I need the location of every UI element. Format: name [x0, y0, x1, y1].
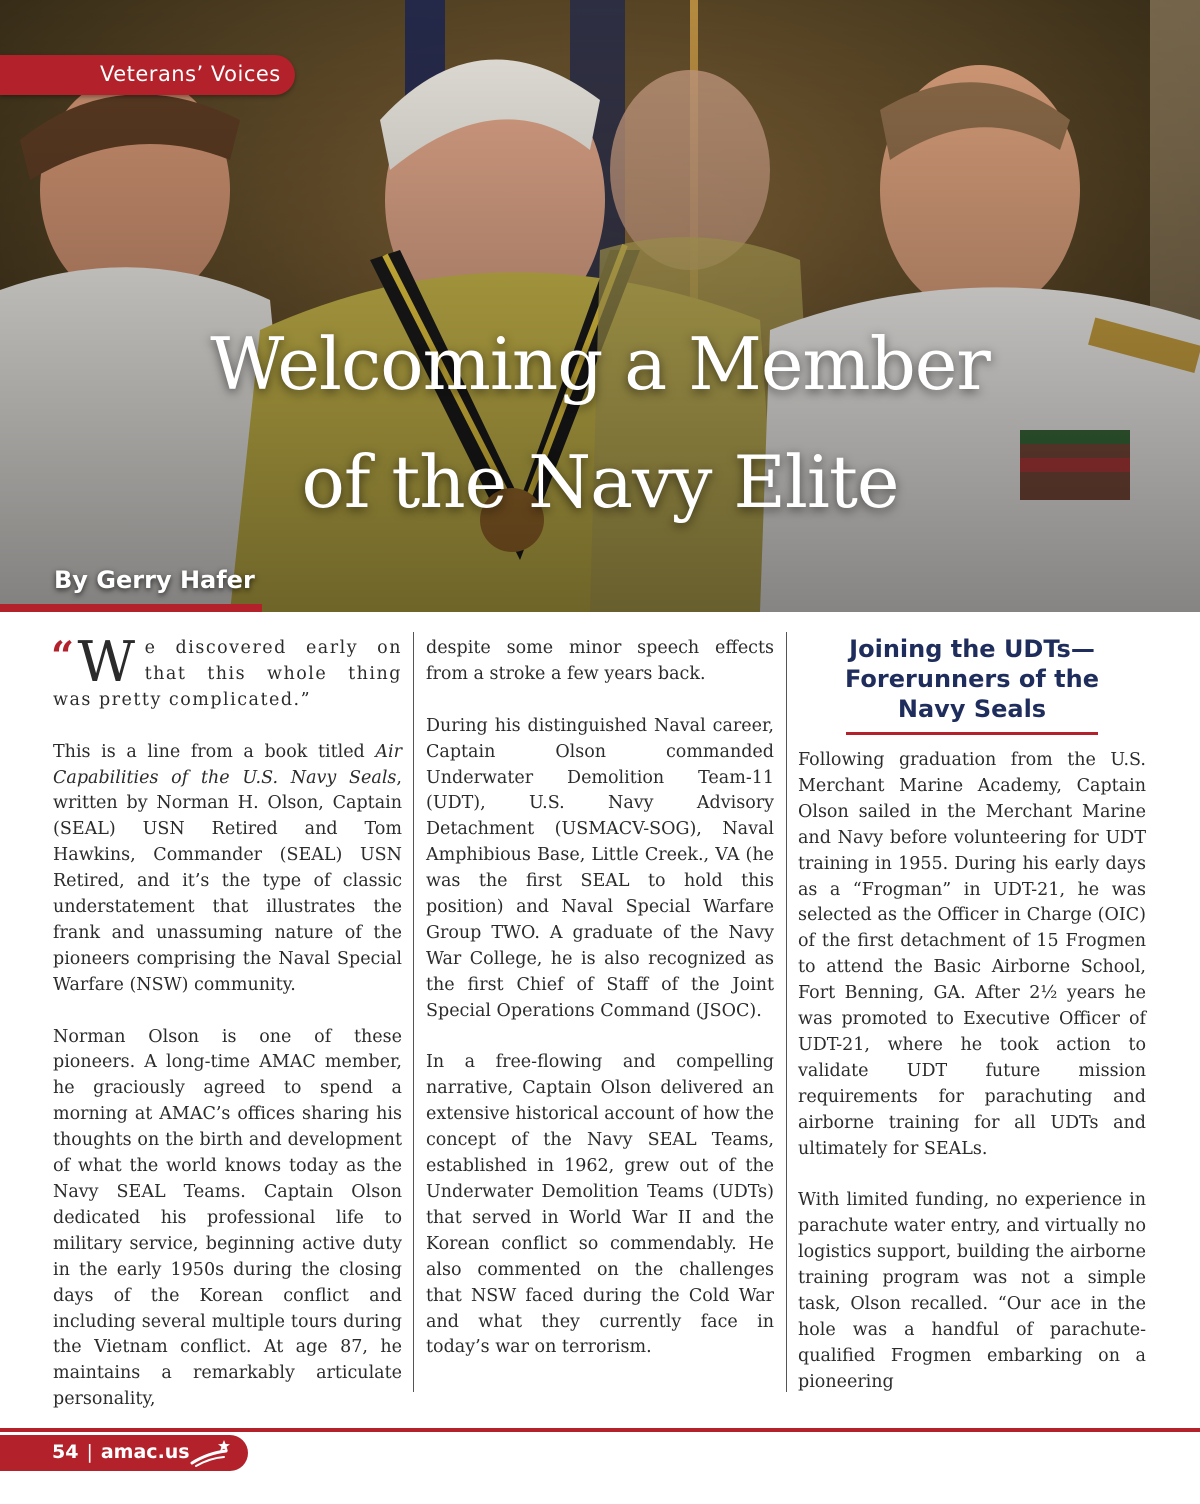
paragraph: This is a line from a book titled Air Capabilities of the U.S. Navy Seals, written by Norman H. Olson, Captain (SEAL) USN Retired and Tom Hawkins, Commander (SEAL) USN Retired, and it’s the type of classic understatement that illustrates the frank and unassuming nature of the pioneers comprising the Naval Special Warfare (NSW) community. [53, 741, 402, 995]
section-heading-underline [846, 732, 1098, 735]
amac-swoosh-star-icon [190, 1439, 232, 1467]
section-heading-line: Joining the UDTs— [849, 635, 1095, 663]
drop-cap: W [77, 630, 137, 695]
opening-paragraph [51, 630, 402, 714]
byline: By Gerry Hafer [54, 566, 255, 594]
footer-separator: | [86, 1441, 93, 1463]
section-heading-line: Navy Seals [897, 695, 1047, 723]
section-heading [798, 634, 1146, 724]
book-title: Air Capabilities of the U.S. Navy Seals [53, 741, 402, 788]
section-label: Veterans’ Voices [100, 62, 281, 86]
section-tab [0, 55, 295, 95]
paragraph: despite some minor speech effects from a stroke a few years back. [426, 638, 774, 684]
footer-tab [0, 1435, 248, 1471]
byline-underline [0, 604, 262, 612]
paragraph: Following graduation from the U.S. Merchant Marine Academy, Captain Olson sailed in the Merchant Marine and Navy before volunteering for UDT training in 1955. During his early days as a “Frogman” in UDT-21, he was selected as the Officer in Charge (OIC) of the first detachment of 15 Frogmen to attend the Basic Airborne School, Fort Benning, GA. After 2½ years he was promoted to Executive Officer of UDT-21, where he took action to validate UDT future mission requirements for parachuting and airborne training for all UDTs and ultimately for SEALs. [798, 750, 1146, 1159]
article-column-3 [798, 748, 1146, 1422]
drop-quote-mark: “ [51, 633, 76, 680]
column-divider [413, 632, 414, 1392]
paragraph: In a free-flowing and compelling narrative, Captain Olson delivered an extensive historical account of how the concept of the Navy SEAL Teams, established in 1962, grew out of the Underwater Demolition Teams (UDTs) that served in World War II and the Korean conflict so commendably. He also commented on the challenges that NSW faced during the Cold War and what they currently face in today’s war on terrorism. [426, 1052, 774, 1358]
column-divider [786, 632, 787, 1392]
paragraph: During his distinguished Naval career, Captain Olson commanded Underwater Demolition Team-11 (UDT), U.S. Navy Advisory Detachment (USMACV-SOG), Naval Amphibious Base, Little Creek., VA (he was the first SEAL to hold this position) and Naval Special Warfare Group TWO. A graduate of the Navy War College, he is also recognized as the first Chief of Staff of the Joint Special Operations Command (JSOC). [426, 715, 774, 1021]
article-title-line-2: of the Navy Elite [301, 440, 899, 524]
paragraph: Norman Olson is one of these pioneers. A long-time AMAC member, he graciously agreed to spend a morning at AMAC’s offices sharing his thoughts on the birth and development of what the world knows today as the Navy SEAL Teams. Captain Olson dedicated his professional life to military service, beginning active duty in the early 1950s during the closing days of the Korean conflict and including several multiple tours during the Vietnam conflict. At age 87, he maintains a remarkably articulate personality, [53, 1026, 402, 1410]
site-link[interactable]: amac.us [100, 1441, 190, 1463]
page-number: 54 [52, 1441, 79, 1463]
article-column-1 [51, 630, 402, 1439]
article-column-2 [426, 636, 774, 1387]
hero-photo [0, 0, 1200, 612]
footer-rule [0, 1428, 1200, 1432]
section-heading-line: Forerunners of the [845, 665, 1099, 693]
article-title-line-1: Welcoming a Member [210, 322, 990, 406]
opening-text: e discovered early on that this whole thing was pretty complicated.” [53, 638, 402, 710]
paragraph: With limited funding, no experience in parachute water entry, and virtually no logistics support, building the airborne training program was not a simple task, Olson recalled. “Our ace in the hole was a handful of parachute-qualified Frogmen embarking on a pioneering [798, 1190, 1146, 1392]
